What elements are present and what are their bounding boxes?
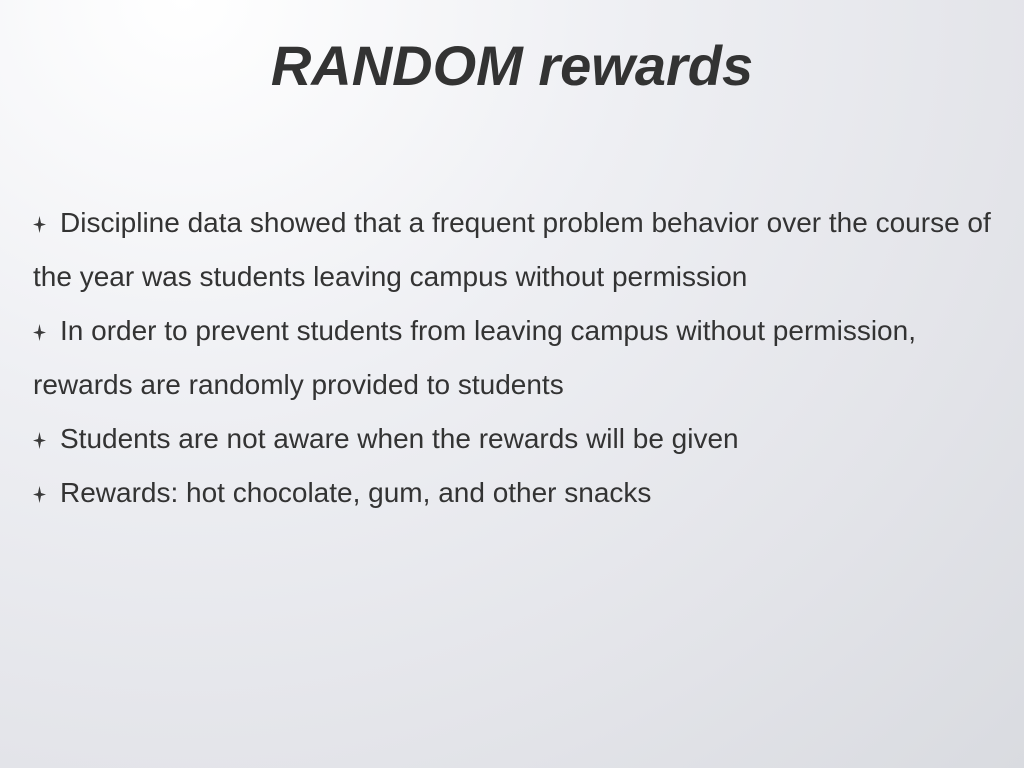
bullet-text: In order to prevent students from leaving campus without permission, rewards are randomly provided to students [33,315,916,400]
bullet-text: Students are not aware when the rewards will be given [60,423,739,454]
bullet-list [33,196,993,520]
bullet-text: Discipline data showed that a frequent problem behavior over the course of the year was students leaving campus without permission [33,207,991,292]
bullet-item [33,466,993,520]
four-point-star-icon [33,412,55,466]
bullet-item [33,412,993,466]
four-point-star-icon [33,196,55,250]
bullet-item [33,196,993,304]
four-point-star-icon [33,304,55,358]
bullet-text: Rewards: hot chocolate, gum, and other snacks [60,477,652,508]
bullet-item [33,304,993,412]
four-point-star-icon [33,466,55,520]
slide-title: RANDOM rewards [270,34,754,97]
